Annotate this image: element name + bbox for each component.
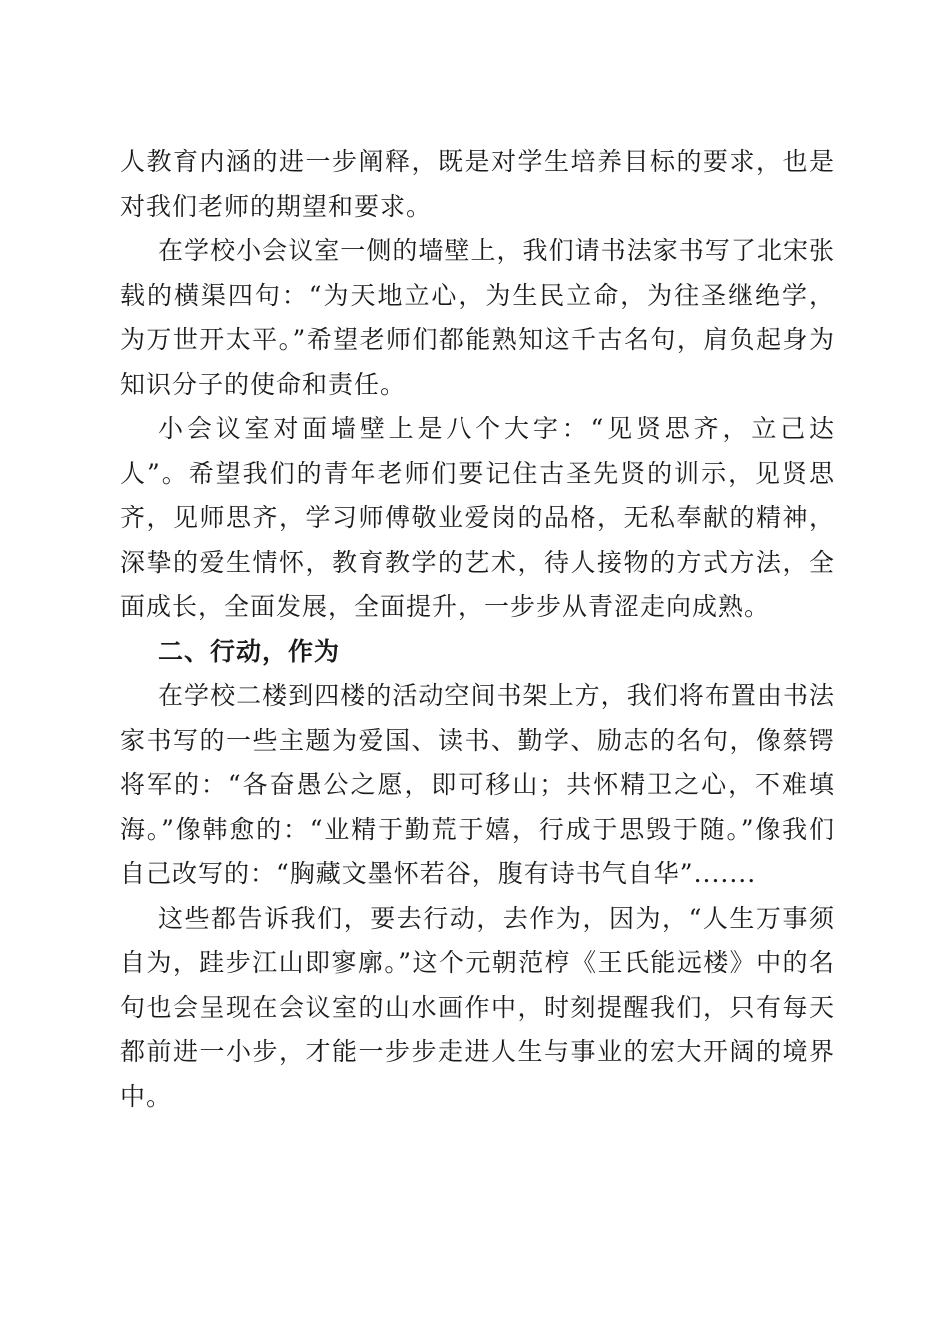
paragraph-1: 人教育内涵的进一步阐释，既是对学生培养目标的要求，也是对我们老师的期望和要求。	[120, 147, 835, 221]
paragraph-5: 这些都告诉我们，要去行动，去作为，因为，“人生万事须自为，跬步江山即寥廓。”这个元朝范梈《王氏能远楼》中的名句也会呈现在会议室的山水画作中，时刻提醒我们，只有每天都前进一小步，才能一步步走进人生与事业的宏大开阔的境界中。	[120, 903, 835, 1111]
document-body	[120, 140, 835, 1119]
section-heading: 二、行动，作为	[158, 636, 341, 666]
paragraph-2: 在学校小会议室一侧的墙壁上，我们请书法家书写了北宋张载的横渠四句：“为天地立心，为生民立命，为往圣继绝学，为万世开太平。”希望老师们都能熟知这千古名句，肩负起身为知识分子的使命和责任。	[120, 236, 835, 399]
paragraph-3: 小会议室对面墙壁上是八个大字：“见贤思齐，立己达人”。希望我们的青年老师们要记住古圣先贤的训示，见贤思齐，见师思齐，学习师傅敬业爱岗的品格，无私奉献的精神，深挚的爱生情怀，教育教学的艺术，待人接物的方式方法，全面成长，全面发展，全面提升，一步步从青涩走向成熟。	[120, 414, 835, 621]
paragraph-4: 在学校二楼到四楼的活动空间书架上方，我们将布置由书法家书写的一些主题为爱国、读书、勤学、励志的名句，像蔡锷将军的：“各奋愚公之愿，即可移山；共怀精卫之心，不难填海。”像韩愈的：“业精于勤荒于嬉，行成于思毁于随。”像我们自己改写的：“胸藏文墨怀若谷，腹有诗书气自华”.......	[120, 681, 835, 888]
